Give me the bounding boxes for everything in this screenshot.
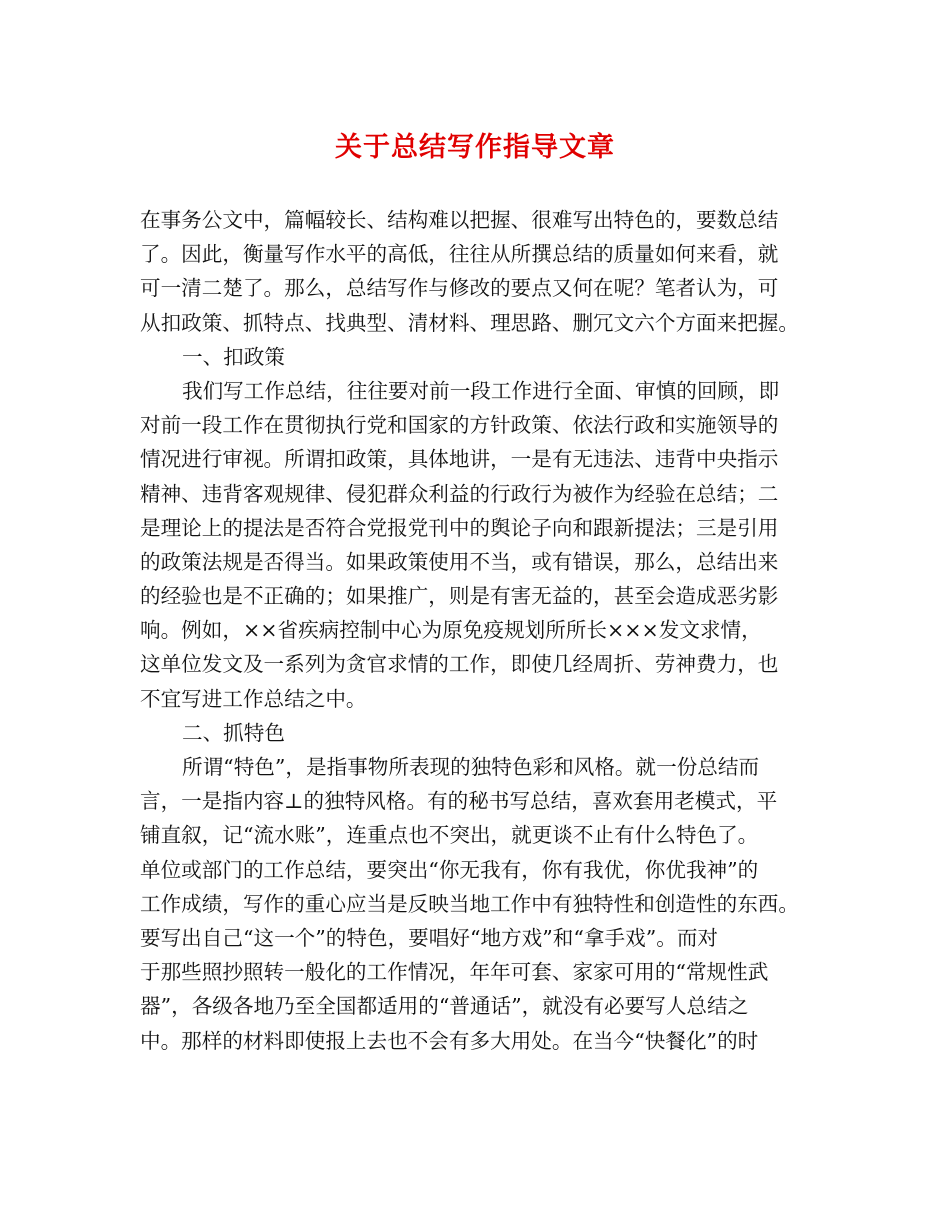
body-line: 精神、违背客观规律、侵犯群众利益的行政行为被作为经验在总结；二 — [140, 481, 779, 506]
body-line: 在事务公文中，篇幅较长、结构难以把握、很难写出特色的，要数总结 — [140, 208, 779, 232]
document-body — [140, 203, 815, 1058]
body-line: 的经验也是不正确的；如果推广，则是有害无益的，甚至会造成恶劣影 — [140, 584, 779, 609]
section-heading: 二、抓特色 — [182, 720, 285, 745]
body-line: 所谓“特色”，是指事物所表现的独特色彩和风格。就一份总结而 — [182, 755, 760, 779]
body-line: 要写出自己“这一个”的特色，要唱好“地方戏”和“拿手戏”。而对 — [140, 925, 719, 950]
body-line: 工作成绩，写作的重心应当是反映当地工作中有独特性和创造性的东西。 — [140, 891, 799, 916]
body-line: 的政策法规是否得当。如果政策使用不当，或有错误，那么，总结出来 — [140, 549, 779, 574]
body-line: 响。例如，××省疾病控制中心为原免疫规划所所长×××发文求情， — [140, 618, 762, 643]
document-title: 关于总结写作指导文章 — [335, 132, 615, 163]
body-line: 单位或部门的工作总结，要突出“你无我有，你有我优，你优我神”的 — [140, 857, 759, 882]
body-line: 器”，各级各地乃至全国都适用的“普通话”，就没有必要写人总结之 — [140, 994, 749, 1019]
body-line: 对前一段工作在贯彻执行党和国家的方针政策、依法行政和实施领导的 — [140, 413, 779, 438]
body-line: 铺直叙，记“流水账”，连重点也不突出，就更谈不止有什么特色了。 — [140, 823, 759, 848]
body-line: 从扣政策、抓特点、找典型、清材料、理思路、删冗文六个方面来把握。 — [140, 310, 799, 335]
body-line: 我们写工作总结，往往要对前一段工作进行全面、审慎的回顾，即 — [182, 378, 780, 403]
section-heading: 一、扣政策 — [182, 344, 285, 369]
body-line: 可一清二楚了。那么，总结写作与修改的要点又何在呢？笔者认为，可 — [140, 276, 779, 301]
body-line: 于那些照抄照转一般化的工作情况，年年可套、家家可用的“常规性武 — [140, 960, 769, 985]
body-line: 言，一是指内容⊥的独特风格。有的秘书写总结，喜欢套用老模式，平 — [140, 789, 778, 814]
body-line: 不宜写进工作总结之中。 — [140, 686, 367, 711]
body-line: 中。那样的材料即使报上去也不会有多大用处。在当今“快餐化”的时 — [140, 1028, 759, 1053]
body-line: 这单位发文及一系列为贪官求情的工作，即使几经周折、劳神费力，也 — [140, 652, 779, 677]
body-line: 是理论上的提法是否符合党报党刊中的舆论子向和跟新提法；三是引用 — [140, 515, 779, 540]
body-line: 了。因此，衡量写作水平的高低，往往从所撰总结的质量如何来看，就 — [140, 242, 779, 267]
body-line: 情况进行审视。所谓扣政策，具体地讲，一是有无违法、违背中央指示 — [140, 447, 779, 472]
